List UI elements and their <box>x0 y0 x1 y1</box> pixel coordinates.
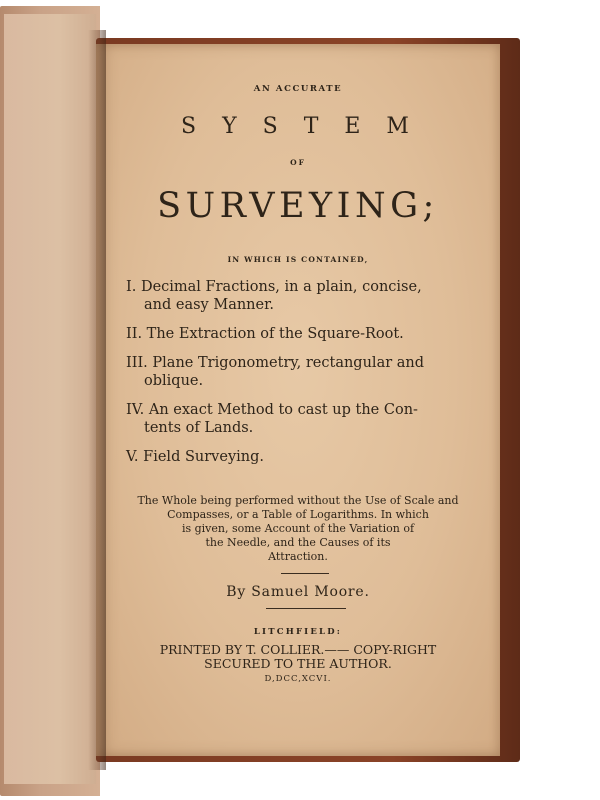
contents-list <box>126 278 446 477</box>
divider-rule <box>281 573 329 574</box>
contents-item-continuation: tents of Lands. <box>144 420 254 436</box>
contents-item <box>126 325 446 343</box>
imprint-place: LITCHFIELD: <box>253 627 343 637</box>
title-page <box>96 44 500 756</box>
contents-item-continuation: and easy Manner. <box>144 297 275 313</box>
heading-accurate: AN ACCURATE <box>253 84 343 94</box>
contents-item-line: II. The Extraction of the Square-Root. <box>126 326 404 342</box>
contents-item <box>126 448 446 466</box>
description-line: Attraction. <box>268 550 328 563</box>
contents-item-line: IV. An exact Method to cast up the Con- <box>126 402 418 418</box>
heading-system: SYSTEM <box>181 114 435 139</box>
contents-item <box>126 354 446 390</box>
contents-item <box>126 278 446 314</box>
left-page <box>4 14 96 784</box>
contents-item <box>126 401 446 437</box>
author-line: By Samuel Moore. <box>226 584 370 600</box>
description-line: The Whole being performed without the Use of Scale and <box>137 494 459 507</box>
contents-item-line: I. Decimal Fractions, in a plain, concise, <box>126 279 422 295</box>
heading-contained: IN WHICH IS CONTAINED, <box>227 255 369 264</box>
imprint-date: D,DCC,XCVI. <box>264 674 332 684</box>
imprint-line: SECURED TO THE AUTHOR. <box>204 656 392 671</box>
description-line: Compasses, or a Table of Logarithms. In which <box>167 508 429 521</box>
imprint-printer <box>96 643 500 671</box>
divider-rule <box>266 608 346 609</box>
description-line: the Needle, and the Causes of its <box>205 536 391 549</box>
contents-item-continuation: oblique. <box>144 373 204 389</box>
contents-item-line: V. Field Surveying. <box>126 449 264 465</box>
main-title: SURVEYING; <box>157 186 439 226</box>
description-line: is given, some Account of the Variation of <box>181 522 415 535</box>
heading-of: OF <box>290 158 306 167</box>
contents-item-line: III. Plane Trigonometry, rectangular and <box>126 355 425 371</box>
gutter-shadow <box>88 30 106 770</box>
imprint-line: PRINTED BY T. COLLIER.—— COPY-RIGHT <box>159 642 437 657</box>
description-paragraph <box>96 494 500 564</box>
